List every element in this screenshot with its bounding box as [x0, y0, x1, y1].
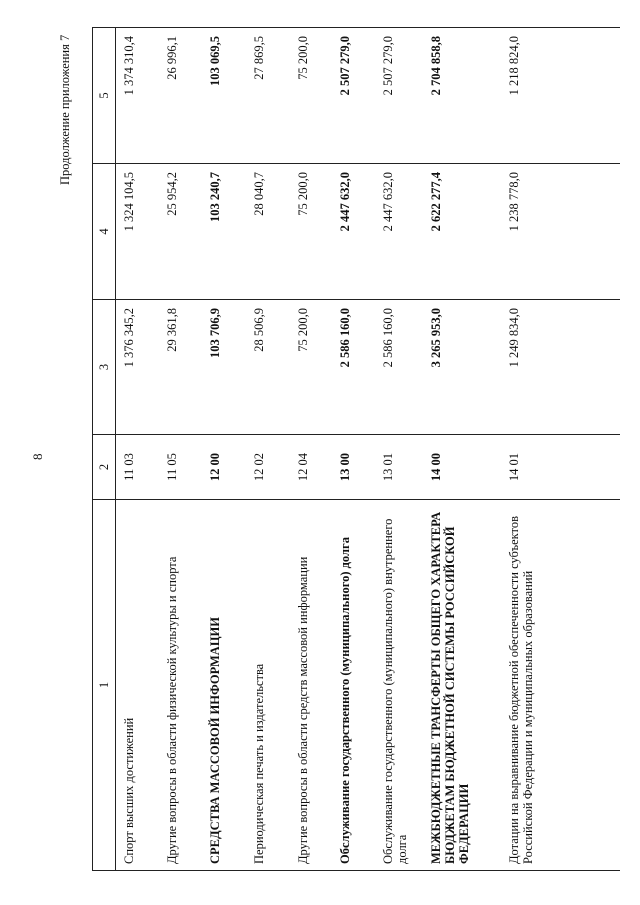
- column-header: 3: [93, 300, 116, 435]
- row-code: 14 00: [423, 435, 501, 500]
- table-row: [332, 28, 375, 871]
- row-value-col4: 1 324 104,5: [116, 164, 159, 300]
- column-header: 5: [93, 28, 116, 164]
- row-value-col5: 26 996,1: [159, 28, 202, 164]
- row-value-col4: 1 238 778,0: [501, 164, 620, 300]
- row-value-col4: 2 447 632,0: [332, 164, 375, 300]
- table-row: [246, 28, 290, 871]
- table-row: [159, 28, 202, 871]
- row-name: Обслуживание государственного (муниципального) внутреннего долга: [375, 500, 423, 871]
- row-code: 11 05: [159, 435, 202, 500]
- table-row: [501, 28, 620, 871]
- budget-table: [92, 27, 620, 871]
- row-value-col3: 3 265 953,0: [423, 300, 501, 435]
- row-code: 13 01: [375, 435, 423, 500]
- appendix-note: Продолжение приложения 7: [58, 34, 72, 185]
- row-value-col5: 1 218 824,0: [501, 28, 620, 164]
- row-value-col5: 1 374 310,4: [116, 28, 159, 164]
- table-row: [423, 28, 501, 871]
- row-name: Периодическая печать и издательства: [246, 500, 290, 871]
- row-value-col4: 103 240,7: [202, 164, 246, 300]
- page-number: 8: [30, 453, 45, 460]
- row-value-col3: 103 706,9: [202, 300, 246, 435]
- row-value-col3: 2 586 160,0: [332, 300, 375, 435]
- row-code: 11 03: [116, 435, 159, 500]
- row-value-col5: 75 200,0: [290, 28, 332, 164]
- row-value-col3: 29 361,8: [159, 300, 202, 435]
- row-value-col4: 25 954,2: [159, 164, 202, 300]
- row-code: 12 04: [290, 435, 332, 500]
- row-value-col4: 2 447 632,0: [375, 164, 423, 300]
- row-value-col5: 2 704 858,8: [423, 28, 501, 164]
- row-value-col4: 28 040,7: [246, 164, 290, 300]
- row-value-col5: 103 069,5: [202, 28, 246, 164]
- column-header: 1: [93, 500, 116, 871]
- row-code: 14 01: [501, 435, 620, 500]
- row-value-col4: 2 622 277,4: [423, 164, 501, 300]
- row-code: 13 00: [332, 435, 375, 500]
- column-header: 4: [93, 164, 116, 300]
- row-name: Обслуживание государственного (муниципального) долга: [332, 500, 375, 871]
- row-value-col3: 1 249 834,0: [501, 300, 620, 435]
- row-value-col4: 75 200,0: [290, 164, 332, 300]
- row-value-col3: 2 586 160,0: [375, 300, 423, 435]
- row-value-col5: 2 507 279,0: [375, 28, 423, 164]
- row-value-col3: 28 506,9: [246, 300, 290, 435]
- row-name: Другие вопросы в области средств массовой информации: [290, 500, 332, 871]
- row-value-col3: 75 200,0: [290, 300, 332, 435]
- table-row: [290, 28, 332, 871]
- row-name: Дотации на выравнивание бюджетной обеспеченности субъектов Российской Федерации и муниципальных образований: [501, 500, 620, 871]
- table-row: [116, 28, 159, 871]
- row-name: СРЕДСТВА МАССОВОЙ ИНФОРМАЦИИ: [202, 500, 246, 871]
- table-row: [202, 28, 246, 871]
- row-value-col5: 2 507 279,0: [332, 28, 375, 164]
- column-number-row: [93, 28, 116, 871]
- column-header: 2: [93, 435, 116, 500]
- row-code: 12 00: [202, 435, 246, 500]
- row-name: Другие вопросы в области физической культуры и спорта: [159, 500, 202, 871]
- row-value-col3: 1 376 345,2: [116, 300, 159, 435]
- row-code: 12 02: [246, 435, 290, 500]
- row-value-col5: 27 869,5: [246, 28, 290, 164]
- table-row: [375, 28, 423, 871]
- row-name: МЕЖБЮДЖЕТНЫЕ ТРАНСФЕРТЫ ОБЩЕГО ХАРАКТЕРА БЮДЖЕТАМ БЮДЖЕТНОЙ СИСТЕМЫ РОССИЙСКОЙ ФЕДЕРАЦИИ: [423, 500, 501, 871]
- row-name: Спорт высших достижений: [116, 500, 159, 871]
